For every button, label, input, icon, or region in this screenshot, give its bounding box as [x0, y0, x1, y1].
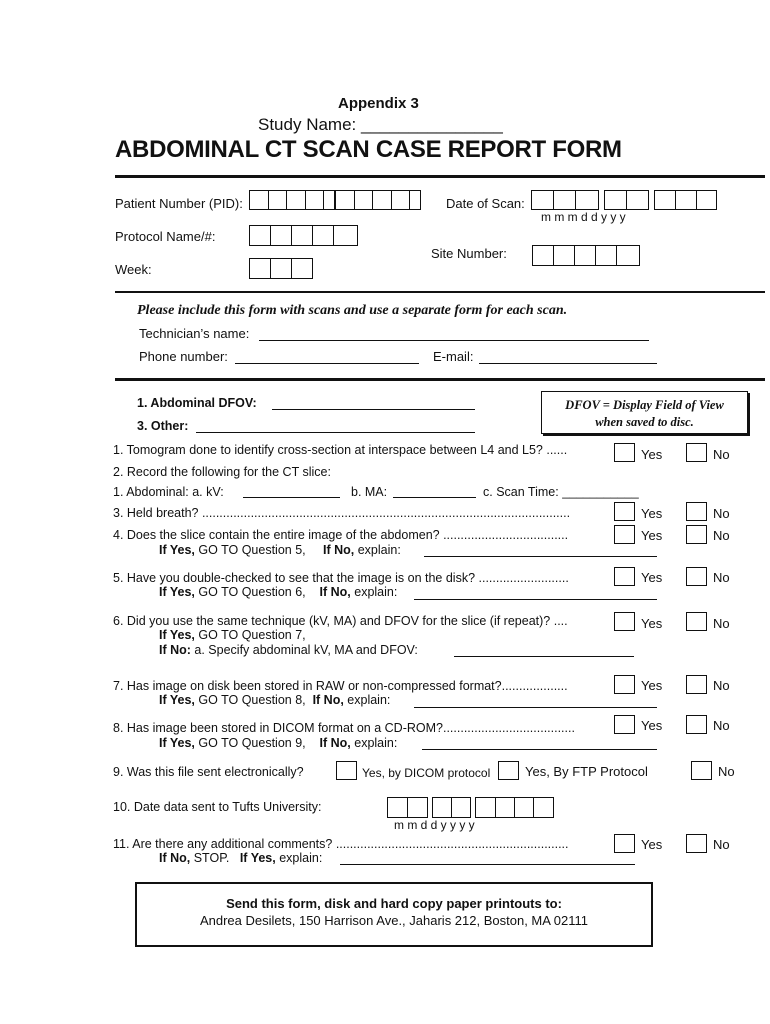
q11-yes-label: Yes [641, 837, 663, 852]
scan-year-field[interactable] [654, 190, 717, 210]
q6-goto: GO TO Question 7, [194, 628, 306, 642]
q11-followup [159, 851, 322, 865]
q3-no-label: No [713, 506, 730, 521]
q11-no-checkbox[interactable] [686, 834, 707, 853]
q9-no-checkbox[interactable] [691, 761, 712, 780]
q3-yes-checkbox[interactable] [614, 502, 635, 521]
q7-goto: GO TO Question 8, [194, 693, 306, 707]
q11-stop: STOP. [190, 851, 230, 865]
abdominal-dfov-field[interactable] [272, 409, 475, 410]
q9-ftp-checkbox[interactable] [498, 761, 519, 780]
q3-no-checkbox[interactable] [686, 502, 707, 521]
q8-explain: explain: [350, 736, 398, 750]
divider [115, 291, 765, 293]
q6-yes-label: Yes [641, 616, 663, 631]
question-5: 5. Have you double-checked to see that the image is on the disk? .......................... [113, 571, 569, 585]
mailing-instruction: Send this form, disk and hard copy paper printouts to: [226, 896, 562, 911]
other-dfov-label: 3. Other: [137, 419, 189, 433]
q8-goto: GO TO Question 9, [194, 736, 306, 750]
q8-explain-field[interactable] [422, 749, 657, 750]
q7-yes-label: Yes [641, 678, 663, 693]
sent-year-field[interactable] [475, 797, 554, 818]
instruction-note: Please include this form with scans and use a separate form for each scan. [137, 303, 568, 318]
q7-no-label: No [713, 678, 730, 693]
q5-followup [159, 585, 397, 599]
question-3: 3. Held breath? .......................................................................................................... [113, 506, 571, 520]
q8-if-yes: If Yes, [159, 736, 195, 750]
q4-yes-label: Yes [641, 528, 663, 543]
q11-if-no: If No, [159, 851, 191, 865]
q1-yes-label: Yes [641, 447, 663, 462]
other-dfov-field[interactable] [196, 432, 475, 433]
q11-explain-field[interactable] [340, 864, 635, 865]
q5-explain-field[interactable] [414, 599, 657, 600]
question-2: 2. Record the following for the CT slice: [113, 465, 331, 479]
q11-explain: explain: [275, 851, 323, 865]
q7-followup [159, 693, 390, 707]
pid-field-1[interactable] [249, 190, 335, 210]
question-6: 6. Did you use the same technique (kV, MA) and DFOV for the slice (if repeat)? .... [113, 614, 568, 628]
q4-no-checkbox[interactable] [686, 525, 707, 544]
q3-yes-label: Yes [641, 506, 663, 521]
q5-yes-label: Yes [641, 570, 663, 585]
question-9: 9. Was this file sent electronically? [113, 765, 304, 779]
q4-followup [159, 543, 401, 557]
q7-explain-field[interactable] [414, 707, 657, 708]
q5-yes-checkbox[interactable] [614, 567, 635, 586]
q7-yes-checkbox[interactable] [614, 675, 635, 694]
dfov-note-line2: when saved to disc. [595, 415, 694, 429]
q6-yes-checkbox[interactable] [614, 612, 635, 631]
scan-day-field[interactable] [604, 190, 649, 210]
abdominal-dfov-label: 1. Abdominal DFOV: [137, 396, 257, 410]
q11-yes-checkbox[interactable] [614, 834, 635, 853]
q5-if-yes: If Yes, [159, 585, 195, 599]
q2-ma-field[interactable] [393, 497, 476, 498]
q7-if-yes: If Yes, [159, 693, 195, 707]
q2-kv-field[interactable] [243, 497, 340, 498]
mailing-address: Andrea Desilets, 150 Harrison Ave., Jaharis 212, Boston, MA 02111 [199, 913, 589, 928]
q9-dicom-label: Yes, by DICOM protocol [362, 766, 491, 780]
q7-no-checkbox[interactable] [686, 675, 707, 694]
scan-month-field[interactable] [531, 190, 599, 210]
appendix-label: Appendix 3 [338, 95, 419, 112]
q1-no-checkbox[interactable] [686, 443, 707, 462]
q6-no-label: No [713, 616, 730, 631]
q11-no-label: No [713, 837, 730, 852]
dfov-note-box [541, 391, 748, 434]
email-label: E-mail: [433, 349, 474, 364]
q4-if-no: If No, [323, 543, 355, 557]
technician-label: Technician’s name: [139, 326, 250, 341]
sent-date-hint: m m d d y y y y [394, 818, 475, 832]
q8-yes-label: Yes [641, 718, 663, 733]
site-number-field[interactable] [532, 245, 640, 266]
q8-yes-checkbox[interactable] [614, 715, 635, 734]
question-10: 10. Date data sent to Tufts University: [113, 800, 322, 814]
q6-followup-yes [159, 628, 306, 642]
q9-dicom-checkbox[interactable] [336, 761, 357, 780]
q9-no-label: No [718, 764, 735, 779]
q5-no-label: No [713, 570, 730, 585]
q5-explain: explain: [350, 585, 398, 599]
q4-no-label: No [713, 528, 730, 543]
page-title: ABDOMINAL CT SCAN CASE REPORT FORM [115, 136, 622, 163]
q1-no-label: No [713, 447, 730, 462]
q9-ftp-label: Yes, By FTP Protocol [525, 764, 648, 779]
sent-month-field[interactable] [387, 797, 428, 818]
phone-field[interactable] [235, 363, 419, 364]
q5-goto: GO TO Question 6, [194, 585, 306, 599]
divider [115, 378, 765, 381]
protocol-label: Protocol Name/#: [115, 229, 216, 244]
q7-explain: explain: [343, 693, 391, 707]
divider [115, 175, 765, 178]
q4-explain-field[interactable] [424, 556, 657, 557]
q5-no-checkbox[interactable] [686, 567, 707, 586]
date-of-scan-label: Date of Scan: [446, 196, 525, 211]
q5-if-no: If No, [319, 585, 351, 599]
q8-no-checkbox[interactable] [686, 715, 707, 734]
q2-scan-time: c. Scan Time: ___________ [483, 485, 639, 499]
q6-followup-no [159, 643, 418, 657]
q6-specify-field[interactable] [454, 656, 634, 657]
question-1: 1. Tomogram done to identify cross-section at interspace between L4 and L5? ...... [113, 443, 568, 457]
q8-if-no: If No, [319, 736, 351, 750]
q6-if-yes: If Yes, [159, 628, 195, 642]
q8-followup [159, 736, 397, 750]
q6-no-checkbox[interactable] [686, 612, 707, 631]
q4-yes-checkbox[interactable] [614, 525, 635, 544]
question-7: 7. Has image on disk been stored in RAW or non-compressed format?................... [113, 679, 568, 693]
q1-yes-checkbox[interactable] [614, 443, 635, 462]
q2-ma-label: b. MA: [351, 485, 388, 499]
pid-field-2[interactable] [335, 190, 421, 210]
week-label: Week: [115, 262, 152, 277]
site-number-label: Site Number: [431, 246, 507, 261]
phone-label: Phone number: [139, 349, 228, 364]
date-hint: m m m d d y y y [541, 210, 626, 224]
q8-no-label: No [713, 718, 730, 733]
question-4: 4. Does the slice contain the entire image of the abdomen? .................................... [113, 528, 569, 542]
dfov-note-line1: DFOV = Display Field of View [565, 398, 724, 412]
q6-if-no: If No: [159, 643, 191, 657]
q4-explain: explain: [354, 543, 401, 557]
q11-if-yes: If Yes, [239, 851, 276, 865]
sent-day-field[interactable] [432, 797, 471, 818]
technician-name-field[interactable] [259, 340, 649, 341]
q6-specify: a. Specify abdominal kV, MA and DFOV: [190, 643, 418, 657]
week-field[interactable] [249, 258, 313, 279]
pid-label: Patient Number (PID): [115, 196, 243, 211]
q4-goto: GO TO Question 5, [194, 543, 306, 557]
q2-kv-label: 1. Abdominal: a. kV: [113, 485, 224, 499]
mailing-address-box [135, 882, 653, 947]
question-8: 8. Has image been stored in DICOM format on a CD-ROM?...................................... [113, 721, 575, 735]
study-name: Study Name: _______________ [258, 115, 503, 134]
protocol-field[interactable] [249, 225, 358, 246]
q7-if-no: If No, [312, 693, 344, 707]
email-field[interactable] [479, 363, 657, 364]
question-11: 11. Are there any additional comments? ................................................................... [113, 837, 569, 851]
q4-if-yes: If Yes, [159, 543, 195, 557]
